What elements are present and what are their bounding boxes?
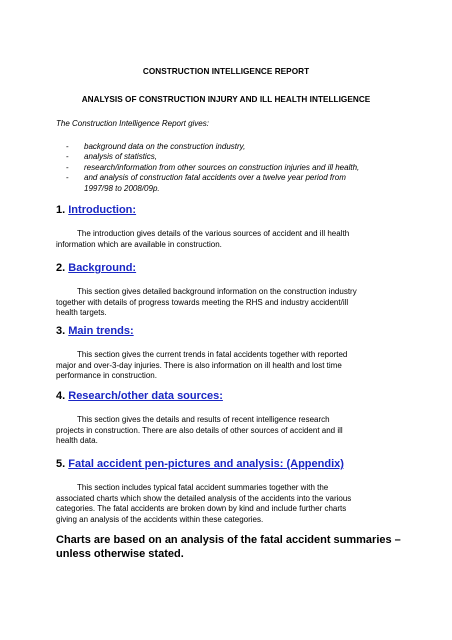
- body-line: projects in construction. There are also details of other sources of accident and ill: [56, 425, 343, 435]
- body-line: The introduction gives details of the various sources of accident and ill health: [77, 229, 350, 238]
- section-body: [56, 483, 396, 525]
- section-heading: [56, 458, 396, 470]
- section-number: 2.: [56, 262, 66, 274]
- section-body: [56, 415, 396, 447]
- bullet-text: research/information from other sources on construction injuries and ill health,: [84, 162, 360, 172]
- body-line: information which are available in construction.: [56, 239, 222, 249]
- body-line: giving an analysis of the accidents within these categories.: [56, 514, 264, 524]
- bullet-text: analysis of statistics,: [84, 152, 157, 162]
- section-body: [56, 350, 396, 382]
- bullet-dash: -: [66, 162, 69, 172]
- intro-bullet-list: [56, 142, 359, 194]
- report-title: CONSTRUCTION INTELLIGENCE REPORT: [142, 67, 310, 76]
- section-heading: [56, 390, 396, 402]
- bullet-dash: -: [66, 173, 69, 183]
- bullet-item: [56, 152, 359, 162]
- section-fatal-accident-appendix: [56, 458, 396, 525]
- bullet-dash: -: [66, 152, 69, 162]
- bullet-item: [56, 163, 359, 173]
- closing-line: unless otherwise stated.: [56, 547, 184, 560]
- body-line: This section gives the details and results of recent intelligence research: [77, 415, 330, 424]
- section-link-main-trends[interactable]: Main trends:: [68, 325, 134, 337]
- bullet-text-continued: 1997/98 to 2008/09p.: [84, 183, 160, 193]
- section-body: [56, 287, 396, 319]
- bullet-text: background data on the construction industry,: [84, 142, 246, 151]
- section-link-fatal-accident-appendix[interactable]: Fatal accident pen-pictures and analysis: (Appendix): [68, 458, 344, 470]
- bullet-text: and analysis of construction fatal accidents over a twelve year period from: [84, 173, 346, 183]
- section-number: 5.: [56, 458, 66, 470]
- section-main-trends: [56, 325, 396, 382]
- report-subtitle: ANALYSIS OF CONSTRUCTION INJURY AND ILL HEALTH INTELLIGENCE: [81, 95, 371, 104]
- closing-statement: [56, 534, 401, 561]
- body-line: categories. The fatal accidents are broken down by kind and include further charts: [56, 504, 347, 513]
- section-number: 3.: [56, 325, 66, 337]
- section-link-introduction[interactable]: Introduction:: [68, 204, 137, 216]
- section-introduction: [56, 204, 396, 250]
- intro-lead: The Construction Intelligence Report gives:: [56, 119, 209, 128]
- bullet-dash: -: [66, 142, 69, 151]
- section-heading: [56, 325, 396, 337]
- section-heading: [56, 204, 396, 216]
- body-line: major and over-3-day injuries. There is also information on ill health and lost time: [56, 360, 342, 370]
- body-line: together with details of progress towards meeting the RHS and industry accident/ill: [56, 297, 349, 307]
- section-body: [56, 229, 396, 250]
- section-background: [56, 262, 396, 319]
- section-link-background[interactable]: Background:: [68, 262, 137, 274]
- body-line: This section gives the current trends in fatal accidents together with reported: [77, 350, 348, 359]
- section-number: 1.: [56, 204, 66, 216]
- body-line: This section gives detailed background information on the construction industry: [77, 287, 357, 296]
- body-line: health data.: [56, 436, 98, 445]
- body-line: associated charts which show the detailed analysis of the accidents into the various: [56, 493, 352, 503]
- section-number: 4.: [56, 390, 66, 402]
- body-line: health targets.: [56, 308, 107, 317]
- bullet-item: [56, 142, 359, 152]
- body-line: performance in construction.: [56, 371, 157, 380]
- bullet-item: [56, 173, 359, 194]
- section-research-other-data: [56, 390, 396, 447]
- closing-line: Charts are based on an analysis of the fatal accident summaries –: [56, 534, 401, 546]
- section-heading: [56, 262, 396, 274]
- section-link-research-other-data[interactable]: Research/other data sources:: [68, 390, 223, 402]
- body-line: This section includes typical fatal accident summaries together with the: [77, 483, 329, 492]
